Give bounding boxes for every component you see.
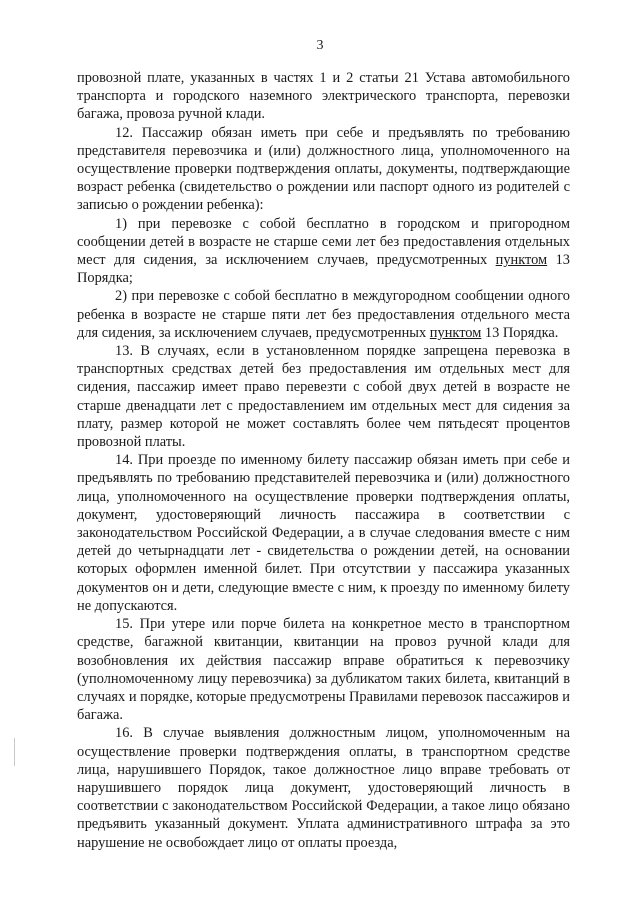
paragraph-14: 14. При проезде по именному билету пассажир обязан иметь при себе и предъявлять по требованию представителей перевозчика и (или) должностного лица, уполномоченного на осуществление проверки подтверждения оплаты, документ, удостоверяющий личность пассажира в соответствии с законодательством Российской Федерации, а в случае следования вместе с ним детей до четырнадцати лет - свидетельства о рождении детей, на основании которых оформлен именной билет. При отсутствии у пассажира указанных документов он и дети, следующие вместе с ним, к проезду по именному билету не допускаются.: [77, 452, 570, 614]
paragraph-continuation: провозной плате, указанных в частях 1 и 2 статьи 21 Устава автомобильного транспорта и городского наземного электрического транспорта, перевозки багажа, провоза ручной клади.: [77, 70, 570, 123]
item-2-link-punkt[interactable]: пунктом: [429, 324, 482, 341]
paragraph-12-item-2: [77, 287, 570, 342]
paragraph-16: 16. В случае выявления должностным лицом, уполномоченным на осуществление проверки подтверждения оплаты, в транспортном средстве лица, нарушившего Порядок, такое должностное лицо вправе требовать от нарушившего порядок лица документ, удостоверяющий личность в соответствии с законодательством Российской Федерации, а такое лицо обязано предъявить указанный документ. Уплата административного штрафа за это нарушение не освобождает лицо от оплаты проезда,: [77, 725, 570, 851]
margin-scan-mark: [14, 738, 15, 766]
item-1-text: 1) при перевозке с собой бесплатно в городском и пригородном сообщении детей в возрасте не старше семи лет без предоставления отдельных мест для сидения, за исключением случаев, предусмотренных: [77, 215, 570, 269]
page-number: 3: [316, 38, 324, 53]
item-2-text: 2) при перевозке с собой бесплатно в междугородном сообщении одного ребенка в возрасте не старше пяти лет без предоставления отдельного места для сидения, за исключением случаев, предусмотренных: [77, 288, 570, 341]
paragraph-15: 15. При утере или порче билета на конкретное место в транспортном средстве, багажной квитанции, квитанции на провоз ручной клади для возобновления их действия пассажир вправе обратиться к перевозчику (уполномоченному лицу перевозчика) за дубликатом таких билета, квитанций в случаях и порядке, которые предусмотрены Правилами перевозок пассажиров и багажа.: [77, 616, 570, 724]
item-1-link-punkt[interactable]: пунктом: [495, 252, 548, 269]
paragraph-12: 12. Пассажир обязан иметь при себе и предъявлять по требованию представителя перевозчика и (или) должностного лица, уполномоченного на осуществление проверки подтверждения оплаты, документы, подтверждающие возраст ребенка (свидетельство о рождении или паспорт одного из родителей с записью о рождении ребенка):: [77, 124, 570, 214]
item-2-tail: 13 Порядка.: [481, 324, 559, 341]
item-1-tail: 13 Порядка;: [77, 252, 570, 287]
paragraph-12-item-1: [77, 215, 570, 288]
paragraph-13: 13. В случаях, если в установленном порядке запрещена перевозка в транспортных средствах детей без предоставления им отдельных мест для сидения, пассажир имеет право перевезти с собой двух детей в возрасте не старше двенадцати лет с предоставлением им отдельных мест для сидения за плату, размер которой не может составлять более чем пятьдесят процентов провозной платы.: [77, 343, 570, 451]
document-body: [77, 69, 570, 852]
